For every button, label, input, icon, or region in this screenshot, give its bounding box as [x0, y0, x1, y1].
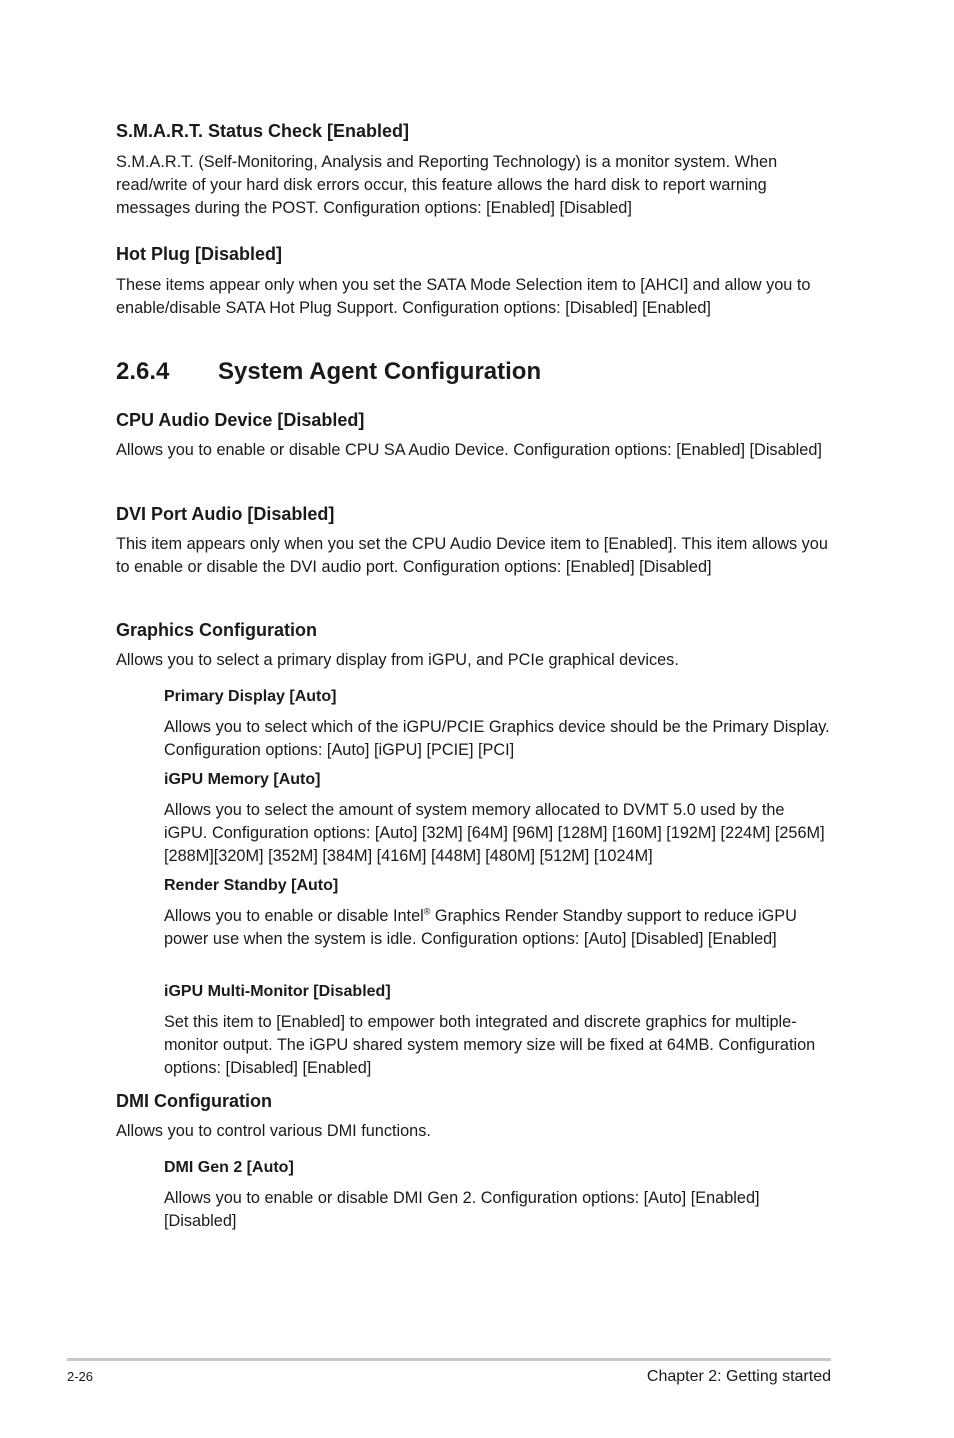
cpu-audio-body: Allows you to enable or disable CPU SA Audio Device. Configuration options: [Enabled] [Disabled] — [116, 441, 822, 459]
graphics-body: Allows you to select a primary display from iGPU, and PCIe graphical devices. — [116, 651, 679, 669]
igpu-memory-body: Allows you to select the amount of system memory allocated to DVMT 5.0 used by the iGPU. Configuration options: [Auto] [32M] [64M] [96M] [128M] [160M] [192M] [224M] [256M] [288M][320M] [352M] [384M] [416M] [448M] [480M] [512M] [1024M] — [164, 801, 825, 866]
render-standby-heading: Render Standby [Auto] — [164, 877, 339, 894]
section-heading — [116, 357, 541, 387]
igpu-memory-heading: iGPU Memory [Auto] — [164, 771, 321, 788]
dmi-gen2-heading: DMI Gen 2 [Auto] — [164, 1159, 294, 1176]
render-standby-body: Allows you to enable or disable Intel® Graphics Render Standby support to reduce iGPU power use when the system is idle. Configuration options: [Auto] [Disabled] [Enabled] — [164, 906, 797, 949]
section-title: System Agent Configuration — [218, 358, 542, 385]
dmi-gen2-body: Allows you to enable or disable DMI Gen 2. Configuration options: [Auto] [Enabled] [Disabled] — [164, 1189, 760, 1231]
graphics-heading: Graphics Configuration — [116, 620, 318, 640]
dmi-body: Allows you to control various DMI functions. — [116, 1122, 431, 1140]
cpu-audio-heading: CPU Audio Device [Disabled] — [116, 410, 365, 430]
smart-heading: S.M.A.R.T. Status Check [Enabled] — [116, 121, 410, 141]
smart-body: S.M.A.R.T. (Self-Monitoring, Analysis and Reporting Technology) is a monitor system. When read/write of your hard disk errors occur, this feature allows the hard disk to report warning messages during the POST. Configuration options: [Enabled] [Disabled] — [116, 153, 778, 218]
multi-monitor-heading: iGPU Multi-Monitor [Disabled] — [164, 983, 391, 1000]
dvi-audio-body: This item appears only when you set the CPU Audio Device item to [Enabled]. This item allows you to enable or disable the DVI audio port. Configuration options: [Enabled] [Disabled] — [116, 535, 828, 577]
dvi-audio-heading: DVI Port Audio [Disabled] — [116, 504, 335, 524]
dmi-heading: DMI Configuration — [116, 1091, 272, 1111]
chapter-label: Chapter 2: Getting started — [646, 1368, 831, 1385]
multi-monitor-body: Set this item to [Enabled] to empower both integrated and discrete graphics for multiple-monitor output. The iGPU shared system memory size will be fixed at 64MB. Configuration options: [Disabled] [Enabled] — [164, 1013, 816, 1078]
page-number: 2-26 — [67, 1369, 94, 1384]
section-number: 2.6.4 — [116, 358, 170, 385]
hotplug-body: These items appear only when you set the SATA Mode Selection item to [AHCI] and allow you to enable/disable SATA Hot Plug Support. Configuration options: [Disabled] [Enabled] — [116, 276, 811, 318]
primary-display-heading: Primary Display [Auto] — [164, 688, 337, 705]
primary-display-body: Allows you to select which of the iGPU/PCIE Graphics device should be the Primary Display. Configuration options: [Auto] [iGPU] [PCIE] [PCI] — [164, 718, 830, 760]
footer-divider — [67, 1358, 831, 1361]
hotplug-heading: Hot Plug [Disabled] — [116, 244, 282, 264]
